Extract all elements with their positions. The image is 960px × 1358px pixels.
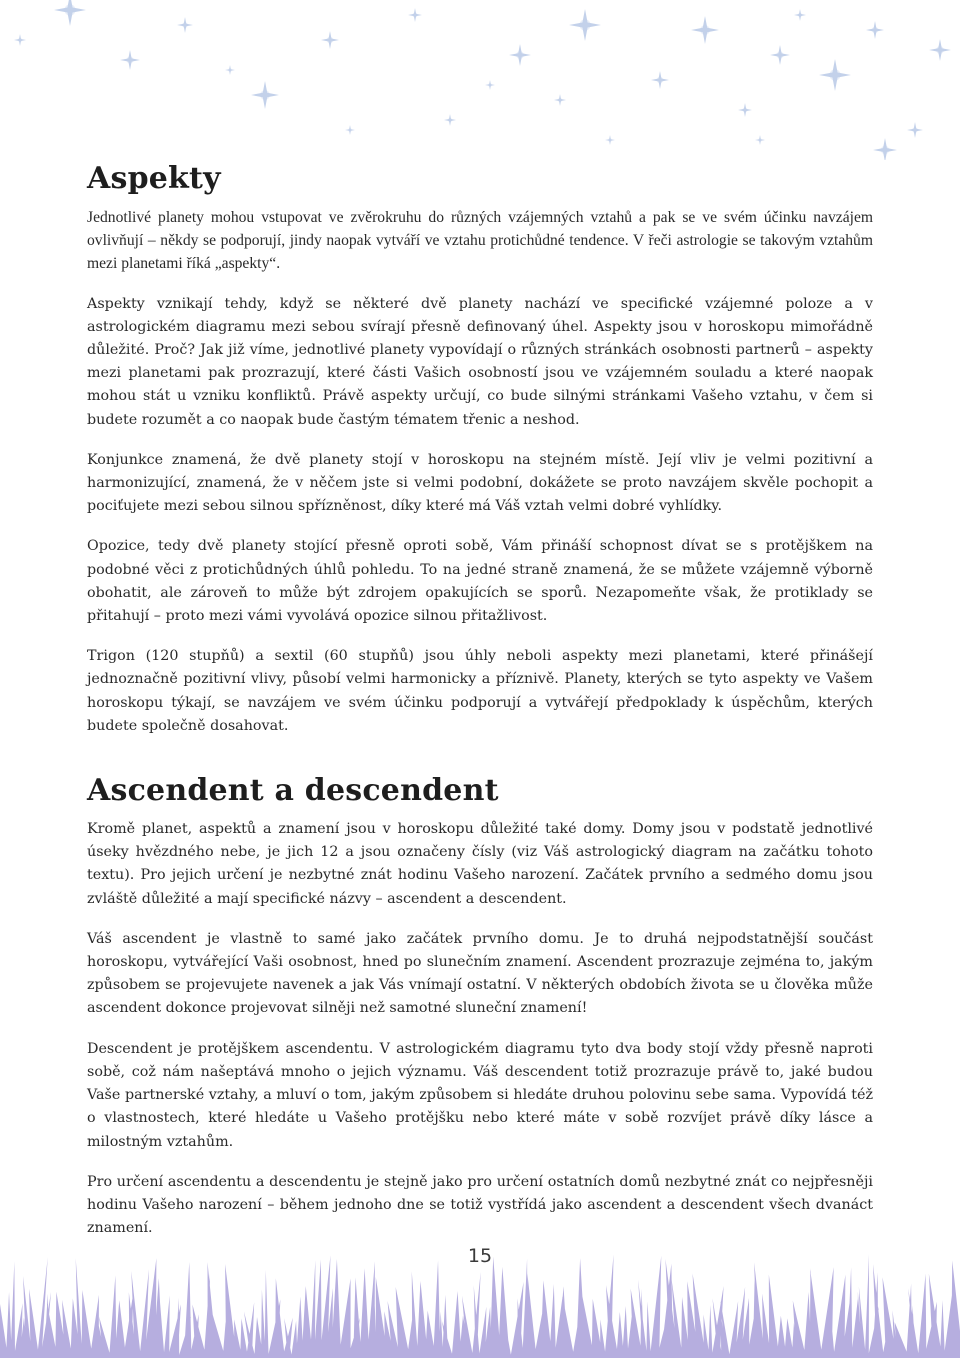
sparkle-star-icon	[554, 94, 566, 106]
paragraph: Opozice, tedy dvě planety stojící přesně oproti sobě, Vám přináší schopnost dívat se s protějškem na podobné věci z protichůdných úhlů pohledu. To na jedné straně znamená, že se můžete vzájemně výborně obohatit, ale zároveň to může být zdrojem opakujících se sporů. Nezapomeňte však, že protiklady se přitahují – proto mezi vámi vyvolává opozice silnou přitažlivost.	[87, 538, 873, 625]
sparkle-star-icon	[770, 45, 790, 65]
section-title-ascendent: Ascendent a descendent	[87, 773, 499, 809]
sparkle-star-icon	[605, 135, 615, 145]
sparkle-star-icon	[755, 135, 765, 145]
star-decoration	[0, 0, 960, 160]
sparkle-star-icon	[651, 71, 669, 89]
sparkle-star-icon	[691, 16, 719, 44]
sparkle-star-icon	[120, 50, 140, 70]
sparkle-star-icon	[509, 44, 531, 66]
paragraph: Konjunkce znamená, že dvě planety stojí v horoskopu na stejném místě. Její vliv je velmi pozitivní a harmonizující, znamená, že v něčem jste si velmi podobní, dokážete se proto navzájem skvěle pochopit a pociťujete mezi sebou silnou spřízněnost, díky které má Váš vztah velmi dobré vyhlídky.	[87, 451, 873, 515]
sparkle-star-icon	[345, 125, 355, 135]
paragraph: Kromě planet, aspektů a znamení jsou v horoskopu důležité také domy. Domy jsou v podstatě jednotlivé úseky hvězdného nebe, je jich 12 a jsou označeny čísly (viz Váš astrologický diagram na začátku tohoto textu). Pro jejich určení je nezbytné znát hodinu Vašeho narození. Začátek prvního a sedmého domu jsou zvláště důležité a mají specifické názvy – ascendent a descendent.	[87, 821, 873, 907]
section-title-aspekty: Aspekty	[87, 161, 221, 196]
sparkle-star-icon	[225, 65, 235, 75]
sparkle-star-icon	[408, 8, 422, 22]
sparkle-star-icon	[177, 17, 193, 33]
sparkle-star-icon	[321, 31, 339, 49]
sparkle-star-icon	[738, 103, 752, 117]
paragraph: Trigon (120 stupňů) a sextil (60 stupňů) jsou úhly neboli aspekty mezi planetami, které přinášejí jednoznačně pozitivní vlivy, působí velmi harmonicky a příznivě. Planety, kterých se tyto aspekty ve Vašem horoskopu týkají, se navzájem ve svém účinku podporují a vytvářejí předpoklady k úspěchům, kterých budete společně dosahovat.	[87, 648, 873, 734]
grass-decoration	[0, 1238, 960, 1358]
paragraph: Descendent je protějškem ascendentu. V astrologickém diagramu tyto dva body stojí vždy přesně naproti sobě, což nám našeptává mnoho o jejich významu. Váš descendent totiž prozrazuje právě to, jaké budou Vaše partnerské vztahy, a mluví o tom, jakým způsobem si hledáte druhou polovinu sebe sama. Vypovídá též o vlastnostech, které hledáte u Vašeho protějšku nebo které máte v sobě rozvíjet právě díky lásce a milostným vztahům.	[87, 1040, 873, 1150]
page-number: 15	[467, 1245, 493, 1267]
sparkle-star-icon	[54, 0, 86, 26]
paragraph: Pro určení ascendentu a descendentu je stejně jako pro určení ostatních domů nezbytné znát co nejpřesněji hodinu Vašeho narození – během jednoho dne se totiž vystřídá jako ascendent a descendent všech dvanáct znamení.	[87, 1173, 873, 1237]
sparkle-star-icon	[907, 122, 923, 138]
sparkle-star-icon	[819, 59, 851, 91]
sparkle-star-icon	[485, 80, 495, 90]
sparkle-star-icon	[866, 21, 884, 39]
sparkle-star-icon	[929, 39, 951, 61]
paragraph: Váš ascendent je vlastně to samé jako začátek prvního domu. Je to druhá nejpodstatnější součást horoskopu, vytvářející Vaši osobnost, hned po slunečním znamení. Ascendent prozrazuje zejména to, jakým způsobem se projevujete navenek a jak Vás vnímají ostatní. V některých obdobích života se u člověka může ascendent dokonce projevovat silněji než samotné sluneční znamení!	[87, 930, 873, 1017]
sparkle-star-icon	[794, 9, 806, 21]
sparkle-star-icon	[569, 9, 601, 41]
paragraph: Jednotlivé planety mohou vstupovat ve zvěrokruhu do různých vzájemných vztahů a pak se ve svém účinku navzájem ovlivňují – někdy se podporují, jindy naopak vytváří ve vztahu protichůdné tendence. V řeči astrologie se takovým vztahům mezi planetami říká „aspekty“.	[87, 209, 873, 273]
sparkle-star-icon	[14, 34, 26, 46]
paragraph: Aspekty vznikají tehdy, když se některé dvě planety nachází ve specifické vzájemné poloze a v astrologickém diagramu mezi sebou svírají přesně definovaný úhel. Aspekty jsou v horoskopu mimořádně důležité. Proč? Jak již víme, jednotlivé planety vypovídají o různých stránkách osobnosti partnerů – aspekty mezi planetami pak prozrazují, které části Vašich osobností jsou ve vzájemném souladu a které naopak mohou stát u vzniku konfliktů. Právě aspekty určují, co bude silnými stránkami Vašeho vztahu, v čem si budete rozumět a co naopak bude častým tématem třenic a neshod.	[87, 295, 873, 428]
sparkle-star-icon	[251, 81, 279, 109]
sparkle-star-icon	[444, 114, 456, 126]
page-content	[87, 160, 873, 1257]
sparkle-star-icon	[873, 138, 897, 160]
